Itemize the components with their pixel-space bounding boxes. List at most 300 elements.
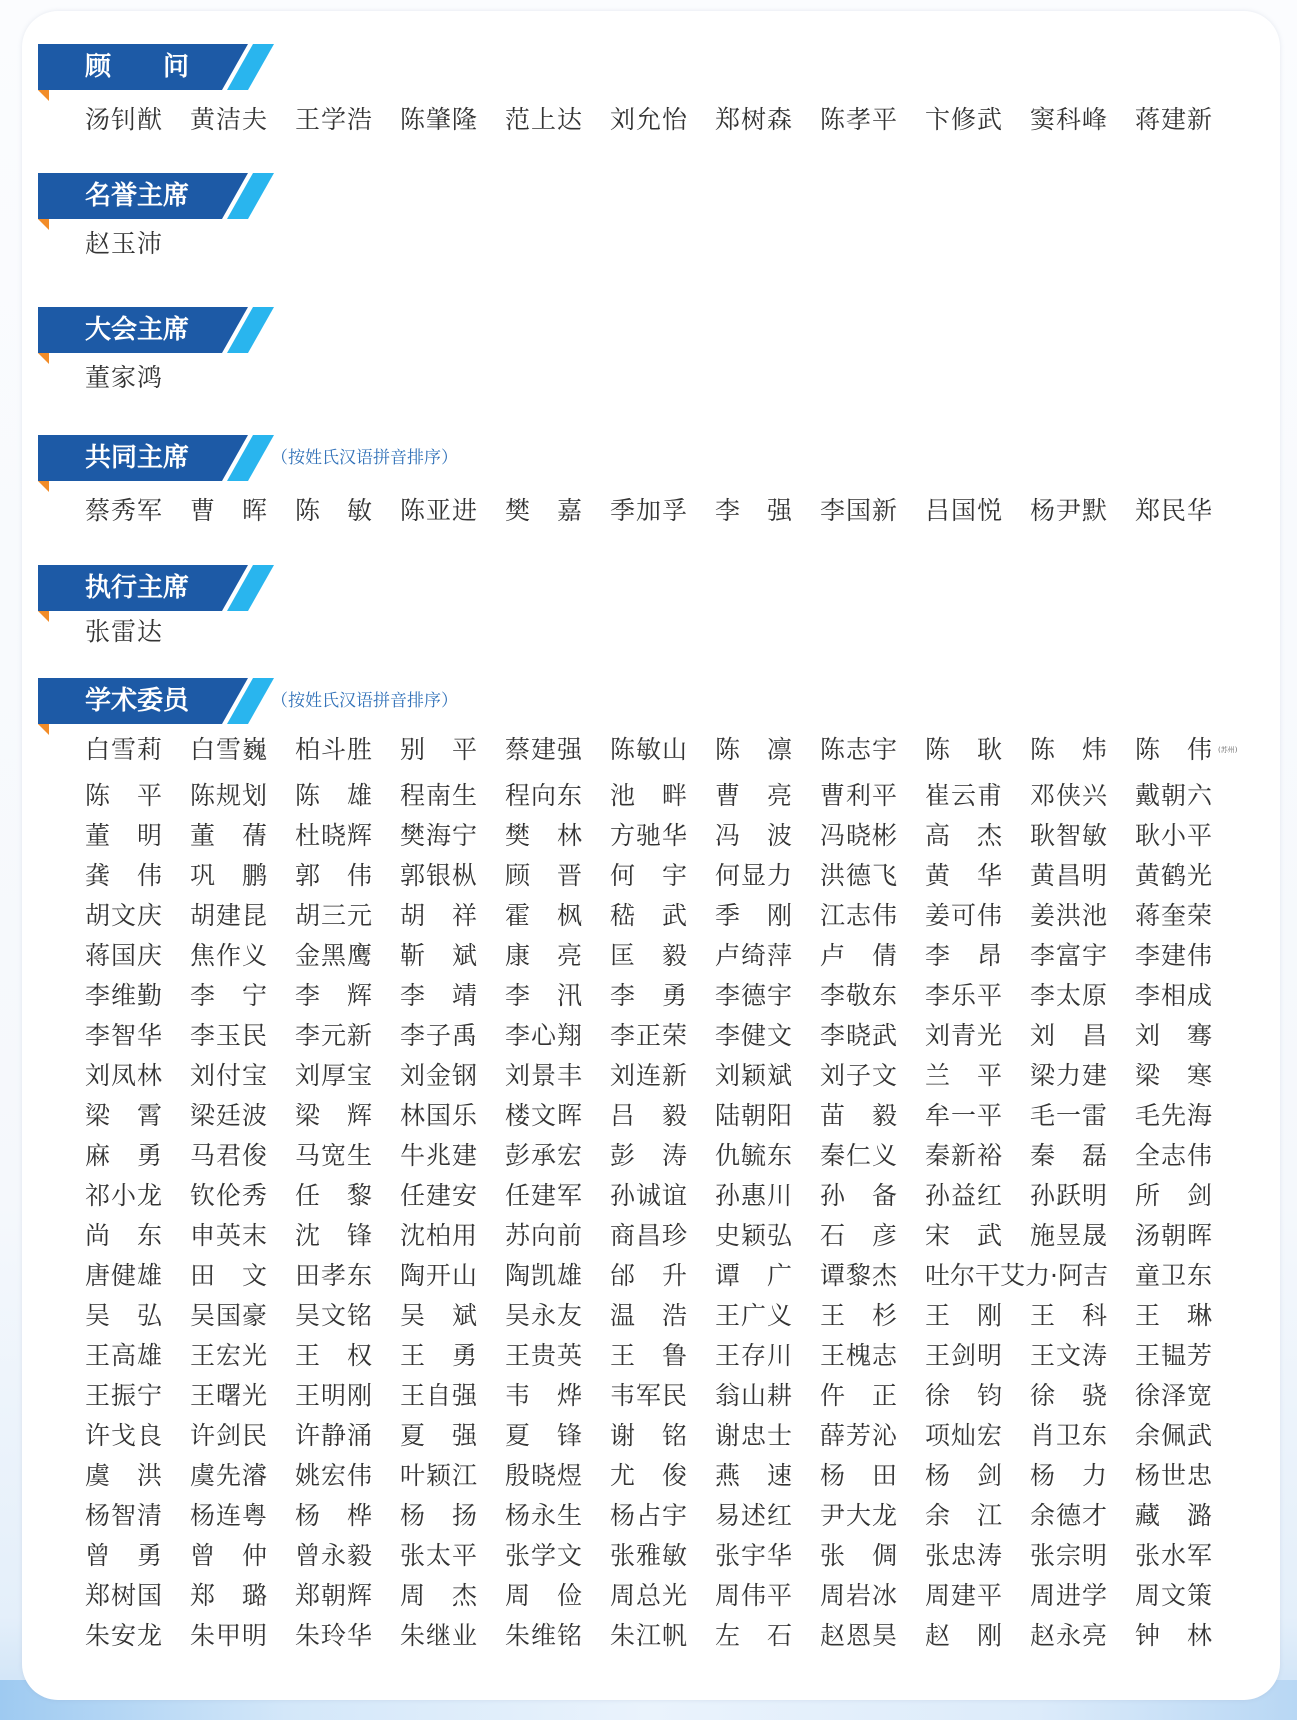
member-name: 沈 锋 [295, 1221, 372, 1250]
member-cell [925, 1216, 1030, 1256]
member-name: 任 建 安 [400, 1181, 477, 1210]
member-name: 刘 景 丰 [505, 1061, 582, 1090]
member-cell [610, 776, 715, 816]
name-row [85, 1536, 1240, 1576]
member-name: 杜 晓 辉 [295, 821, 372, 850]
member-name: 姜 可 伟 [925, 901, 1002, 930]
member-name: 李 靖 [400, 981, 477, 1010]
member-name: 程 向 东 [505, 781, 582, 810]
name-row [85, 1216, 1240, 1256]
member-cell [505, 1336, 610, 1376]
member-name: 曾 永 毅 [295, 1541, 372, 1570]
member-cell [400, 1216, 505, 1256]
member-cell [295, 1576, 400, 1616]
member-cell [505, 776, 610, 816]
section-banner-co-chairs [38, 435, 278, 493]
member-cell [295, 491, 400, 531]
member-cell [610, 1336, 715, 1376]
member-name: 任 黎 [295, 1181, 372, 1210]
member-cell [1135, 1456, 1240, 1496]
member-name: 蔡 建 强 [505, 735, 582, 764]
member-cell [1135, 816, 1240, 856]
member-cell [295, 936, 400, 976]
member-cell [925, 1096, 1030, 1136]
member-location-note: (苏州) [1218, 745, 1238, 754]
member-name: 刘 金 钢 [400, 1061, 477, 1090]
member-cell [820, 976, 925, 1016]
section-title: 大 会 主 席 [85, 315, 190, 345]
member-name: 任 建 军 [505, 1181, 582, 1210]
member-name: 季 加 孚 [610, 496, 687, 525]
member-cell [610, 1256, 715, 1296]
member-name: 张 宗 明 [1030, 1541, 1107, 1570]
member-cell [925, 1376, 1030, 1416]
member-name: 左 石 [715, 1621, 792, 1650]
member-name: 康 亮 [505, 941, 582, 970]
member-cell [1135, 976, 1240, 1016]
section-title: 顾 问 [85, 52, 189, 82]
member-name: 王 振 宁 [85, 1381, 162, 1410]
member-name: 朱 继 业 [400, 1621, 477, 1650]
name-row [85, 976, 1240, 1016]
member-name: 陈 凛 [715, 735, 792, 764]
member-name: 王 学 浩 [295, 105, 372, 134]
name-row [85, 100, 1240, 140]
member-cell [190, 1536, 295, 1576]
member-name: 李 辉 [295, 981, 372, 1010]
member-name: 王 刚 [925, 1301, 1002, 1330]
member-name: 黄 鹤 光 [1135, 861, 1212, 890]
member-cell [925, 730, 1030, 770]
member-name: 樊 嘉 [505, 496, 582, 525]
member-cell [610, 1576, 715, 1616]
member-cell [190, 816, 295, 856]
member-name: 焦 作 义 [190, 941, 267, 970]
member-cell [190, 1216, 295, 1256]
section-banner-advisors [38, 44, 278, 102]
member-cell [610, 1536, 715, 1576]
member-name: 张 雷 达 [85, 617, 162, 646]
member-name: 季 刚 [715, 901, 792, 930]
member-cell [1030, 1096, 1135, 1136]
member-cell [295, 1376, 400, 1416]
member-cell [610, 1496, 715, 1536]
member-cell [400, 936, 505, 976]
member-name: 项 灿 宏 [925, 1421, 1002, 1450]
ribbon-fold [38, 611, 49, 622]
member-name: 苗 毅 [820, 1101, 897, 1130]
member-name: 王 权 [295, 1341, 372, 1370]
member-cell [925, 1176, 1030, 1216]
member-cell [400, 1296, 505, 1336]
member-cell [85, 224, 190, 264]
member-name: 蒋 奎 荣 [1135, 901, 1212, 930]
member-name: 陈 肇 隆 [400, 105, 477, 134]
member-name: 孙 惠 川 [715, 1181, 792, 1210]
member-cell [400, 896, 505, 936]
member-name: 许 戈 良 [85, 1421, 162, 1450]
member-name: 孙 诚 谊 [610, 1181, 687, 1210]
name-row [85, 1096, 1240, 1136]
member-name: 周 进 学 [1030, 1581, 1107, 1610]
member-name: 韦 烨 [505, 1381, 582, 1410]
member-cell [610, 1456, 715, 1496]
congress-chair-names [85, 358, 1240, 398]
name-row [85, 1296, 1240, 1336]
member-cell [295, 1496, 400, 1536]
member-cell [400, 1416, 505, 1456]
member-name: 吕 国 悦 [925, 496, 1002, 525]
name-row [85, 936, 1240, 976]
member-name: 殷 晓 煜 [505, 1461, 582, 1490]
member-name: 刘 凤 林 [85, 1061, 162, 1090]
member-name: 秦 新 裕 [925, 1141, 1002, 1170]
member-cell [505, 1016, 610, 1056]
section-banner-congress-chair [38, 307, 278, 365]
member-cell [85, 856, 190, 896]
member-cell [85, 1016, 190, 1056]
member-name: 王 科 [1030, 1301, 1107, 1330]
name-row [85, 1336, 1240, 1376]
member-name: 崔 云 甫 [925, 781, 1002, 810]
member-name: 冯 波 [715, 821, 792, 850]
member-cell [400, 816, 505, 856]
member-cell [610, 1216, 715, 1256]
member-cell [1135, 1336, 1240, 1376]
member-cell [190, 1296, 295, 1336]
member-name: 吴 文 铭 [295, 1301, 372, 1330]
member-name: 王 广 义 [715, 1301, 792, 1330]
member-cell [505, 936, 610, 976]
member-cell [715, 1136, 820, 1176]
member-name: 别 平 [400, 735, 477, 764]
member-cell [610, 816, 715, 856]
member-cell [1030, 1616, 1135, 1656]
member-name: 卢 倩 [820, 941, 897, 970]
member-cell [85, 1336, 190, 1376]
name-row [85, 491, 1240, 531]
member-name: 李 富 宇 [1030, 941, 1107, 970]
member-name: 胡 祥 [400, 901, 477, 930]
member-cell [295, 1096, 400, 1136]
member-name: 毛 一 雷 [1030, 1101, 1107, 1130]
member-name: 余 佩 武 [1135, 1421, 1212, 1450]
member-name: 吴 斌 [400, 1301, 477, 1330]
member-cell [400, 1536, 505, 1576]
member-name: 池 畔 [610, 781, 687, 810]
member-cell [295, 976, 400, 1016]
member-name: 兰 平 [925, 1061, 1002, 1090]
member-name: 梁 力 建 [1030, 1061, 1107, 1090]
member-name: 秦 磊 [1030, 1141, 1107, 1170]
member-name: 刘 允 怡 [610, 105, 687, 134]
member-name: 董 明 [85, 821, 162, 850]
member-name: 陈 伟 [1135, 735, 1212, 764]
member-name: 周 总 光 [610, 1581, 687, 1610]
member-cell [925, 1296, 1030, 1336]
member-name: 梁 霄 [85, 1101, 162, 1130]
member-name: 陈 孝 平 [820, 105, 897, 134]
member-name: 戴 朝 六 [1135, 781, 1212, 810]
member-name: 刘 昌 [1030, 1021, 1107, 1050]
member-name: 虞 洪 [85, 1461, 162, 1490]
section-title: 学 术 委 员 [85, 686, 190, 716]
member-cell [1030, 100, 1135, 140]
member-cell [505, 1576, 610, 1616]
member-name: 王 琳 [1135, 1301, 1212, 1330]
name-row [85, 1456, 1240, 1496]
member-cell [925, 1016, 1030, 1056]
member-cell [190, 776, 295, 816]
member-name: 杨 世 忠 [1135, 1461, 1212, 1490]
member-cell [1030, 1456, 1135, 1496]
member-name: 史 颖 弘 [715, 1221, 792, 1250]
member-cell [400, 1456, 505, 1496]
member-name: 周 伟 平 [715, 1581, 792, 1610]
member-name: 李 智 华 [85, 1021, 162, 1050]
member-cell [610, 936, 715, 976]
member-cell [505, 1216, 610, 1256]
member-cell [295, 816, 400, 856]
member-cell [925, 856, 1030, 896]
member-cell [85, 1376, 190, 1416]
member-name: 朱 江 帆 [610, 1621, 687, 1650]
member-cell [85, 1216, 190, 1256]
member-name: 邓 侠 兴 [1030, 781, 1107, 810]
member-cell [400, 491, 505, 531]
member-name: 黄 华 [925, 861, 1002, 890]
member-name: 徐 骁 [1030, 1381, 1107, 1410]
member-cell [715, 1536, 820, 1576]
member-name: 靳 斌 [400, 941, 477, 970]
member-name: 童 卫 东 [1135, 1261, 1212, 1290]
member-name: 所 剑 [1135, 1181, 1212, 1210]
member-name: 刘 连 新 [610, 1061, 687, 1090]
member-name: 张 宇 华 [715, 1541, 792, 1570]
member-name: 孙 跃 明 [1030, 1181, 1107, 1210]
member-cell [190, 1576, 295, 1616]
member-cell [925, 1256, 1135, 1296]
member-name: 麻 勇 [85, 1141, 162, 1170]
member-cell [820, 1536, 925, 1576]
member-name: 窦 科 峰 [1030, 105, 1107, 134]
member-cell [505, 730, 610, 770]
member-cell [400, 1016, 505, 1056]
member-name: 秦 仁 义 [820, 1141, 897, 1170]
member-name: 何 宇 [610, 861, 687, 890]
member-cell [925, 776, 1030, 816]
member-name: 白 雪 巍 [190, 735, 267, 764]
member-name: 陈 亚 进 [400, 496, 477, 525]
member-cell [925, 816, 1030, 856]
member-name: 陈 平 [85, 781, 162, 810]
member-name: 郑 璐 [190, 1581, 267, 1610]
member-cell [610, 1416, 715, 1456]
member-cell [400, 776, 505, 816]
member-cell [190, 1376, 295, 1416]
member-name: 陈 规 划 [190, 781, 267, 810]
name-row [85, 1016, 1240, 1056]
member-cell [925, 1536, 1030, 1576]
member-name: 牛 兆 建 [400, 1141, 477, 1170]
member-name: 王 韫 芳 [1135, 1341, 1212, 1370]
member-name: 杨 力 [1030, 1461, 1107, 1490]
member-name: 樊 海 宁 [400, 821, 477, 850]
member-name: 耿 智 敏 [1030, 821, 1107, 850]
member-name: 杨 尹 默 [1030, 496, 1107, 525]
member-cell [715, 896, 820, 936]
member-name: 仵 正 [820, 1381, 897, 1410]
member-name: 刘 颖 斌 [715, 1061, 792, 1090]
member-name: 陈 炜 [1030, 735, 1107, 764]
member-cell [505, 1496, 610, 1536]
member-name: 汤 钊 猷 [85, 105, 162, 134]
section-banner-academic-committee [38, 678, 278, 736]
member-cell [85, 896, 190, 936]
member-cell [85, 358, 190, 398]
member-cell [715, 1336, 820, 1376]
member-name: 姜 洪 池 [1030, 901, 1107, 930]
ribbon-fold [38, 219, 49, 230]
member-name: 田 孝 东 [295, 1261, 372, 1290]
member-name: 郭 银 枞 [400, 861, 477, 890]
member-name: 洪 德 飞 [820, 861, 897, 890]
member-cell [820, 491, 925, 531]
name-row [85, 856, 1240, 896]
member-name: 祁 小 龙 [85, 1181, 162, 1210]
member-cell [400, 1616, 505, 1656]
member-name: 蔡 秀 军 [85, 496, 162, 525]
member-cell [295, 1176, 400, 1216]
member-name: 陈 雄 [295, 781, 372, 810]
member-name: 黄 洁 夫 [190, 105, 267, 134]
member-cell [610, 491, 715, 531]
member-name: 范 上 达 [505, 105, 582, 134]
member-name: 樊 林 [505, 821, 582, 850]
member-cell [400, 100, 505, 140]
member-name: 张 学 文 [505, 1541, 582, 1570]
member-cell [715, 1376, 820, 1416]
member-name: 汤 朝 晖 [1135, 1221, 1212, 1250]
member-cell [1030, 1376, 1135, 1416]
name-row [85, 1256, 1240, 1296]
name-row [85, 1056, 1240, 1096]
member-name: 沈 柏 用 [400, 1221, 477, 1250]
member-name: 唐 健 雄 [85, 1261, 162, 1290]
member-name: 孙 益 红 [925, 1181, 1002, 1210]
member-name: 李 建 伟 [1135, 941, 1212, 970]
member-name: 谭 黎 杰 [820, 1261, 897, 1290]
name-row [85, 776, 1240, 816]
member-cell [1135, 100, 1240, 140]
member-cell [1135, 1576, 1240, 1616]
member-cell [85, 1416, 190, 1456]
member-name: 王 存 川 [715, 1341, 792, 1370]
member-name: 刘 青 光 [925, 1021, 1002, 1050]
member-name: 赵 刚 [925, 1621, 1002, 1650]
member-name: 江 志 伟 [820, 901, 897, 930]
member-cell [190, 1016, 295, 1056]
member-name: 谢 忠 士 [715, 1421, 792, 1450]
member-name: 全 志 伟 [1135, 1141, 1212, 1170]
member-name: 郭 伟 [295, 861, 372, 890]
member-name: 白 雪 莉 [85, 735, 162, 764]
member-name: 尤 俊 [610, 1461, 687, 1490]
member-cell [190, 896, 295, 936]
member-cell [715, 776, 820, 816]
member-cell [715, 1416, 820, 1456]
member-name: 耿 小 平 [1135, 821, 1212, 850]
ribbon-fold [38, 481, 49, 492]
member-name: 郑 民 华 [1135, 496, 1212, 525]
member-name: 王 槐 志 [820, 1341, 897, 1370]
member-cell [1030, 816, 1135, 856]
member-cell [610, 1096, 715, 1136]
section-title: 执 行 主 席 [85, 573, 190, 603]
member-name: 嵇 武 [610, 901, 687, 930]
member-cell [190, 1056, 295, 1096]
member-name: 杨 桦 [295, 1501, 372, 1530]
member-name: 田 文 [190, 1261, 267, 1290]
member-name: 卢 绮 萍 [715, 941, 792, 970]
member-cell [925, 491, 1030, 531]
member-cell [715, 816, 820, 856]
member-cell [1030, 491, 1135, 531]
member-cell [295, 1456, 400, 1496]
member-cell [610, 1616, 715, 1656]
member-name: 陈 敏 [295, 496, 372, 525]
member-name: 杨 占 宇 [610, 1501, 687, 1530]
member-cell [400, 1496, 505, 1536]
member-cell [85, 612, 190, 652]
member-name: 梁 寒 [1135, 1061, 1212, 1090]
member-name: 李 太 原 [1030, 981, 1107, 1010]
member-cell [1135, 1376, 1240, 1416]
member-cell [610, 1056, 715, 1096]
member-cell [820, 1376, 925, 1416]
member-cell [85, 730, 190, 770]
member-cell [610, 100, 715, 140]
member-cell [85, 776, 190, 816]
member-cell [715, 856, 820, 896]
member-name: 冯 晓 彬 [820, 821, 897, 850]
member-name: 李 勇 [610, 981, 687, 1010]
name-row [85, 1136, 1240, 1176]
member-name: 李 元 新 [295, 1021, 372, 1050]
member-cell [610, 896, 715, 936]
member-name: 楼 文 晖 [505, 1101, 582, 1130]
member-cell [1135, 1256, 1240, 1296]
member-name: 温 浩 [610, 1301, 687, 1330]
member-name: 余 江 [925, 1501, 1002, 1530]
member-name: 藏 潞 [1135, 1501, 1212, 1530]
member-name: 赵 恩 昊 [820, 1621, 897, 1650]
member-name: 杨 连 粤 [190, 1501, 267, 1530]
member-cell [1135, 1616, 1240, 1656]
member-cell [85, 1056, 190, 1096]
name-row [85, 816, 1240, 856]
member-name: 陈 敏 山 [610, 735, 687, 764]
member-name: 周 岩 冰 [820, 1581, 897, 1610]
member-cell [1135, 491, 1240, 531]
member-name: 霍 枫 [505, 901, 582, 930]
member-name: 李 汛 [505, 981, 582, 1010]
member-name: 郑 树 国 [85, 1581, 162, 1610]
member-name: 何 显 力 [715, 861, 792, 890]
name-row [85, 1496, 1240, 1536]
member-name: 梁 廷 波 [190, 1101, 267, 1130]
member-name: 王 自 强 [400, 1381, 477, 1410]
